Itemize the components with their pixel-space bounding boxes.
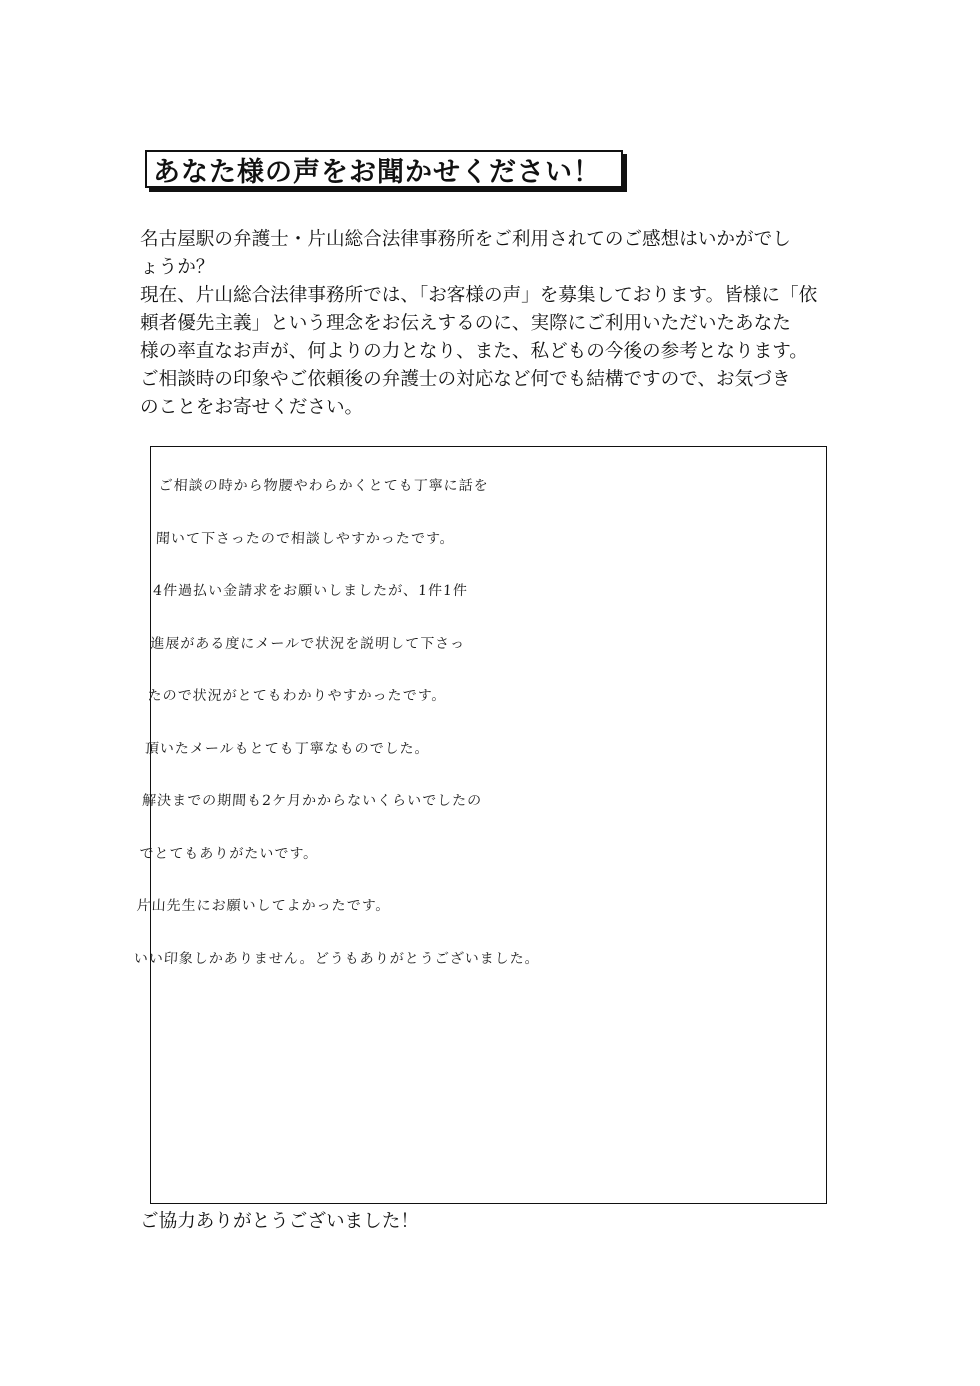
intro-line: のことをお寄せください。	[140, 397, 364, 418]
intro-line: 現在、片山総合法律事務所では、「お客様の声」を募集しております。皆様に「依	[140, 285, 818, 306]
handwritten-line: 頂いたメールもとても丁寧なものでした。	[144, 740, 431, 757]
handwritten-line: たので状況がとてもわかりやすかったです。	[147, 688, 447, 704]
intro-line: 様の率直なお声が、何よりの力となり、また、私どもの今後の参考となります。	[140, 341, 808, 362]
handwritten-line: 聞いて下さったので相談しやすかったです。	[155, 530, 456, 547]
thank-you-note: ご協力ありがとうございました！	[140, 1211, 419, 1232]
intro-line: ご相談時の印象やご依頼後の弁護士の対応など何でも結構ですので、お気づき	[140, 369, 791, 390]
handwritten-line: ご相談の時から物腰やわらかくとても丁寧に話を	[158, 478, 490, 494]
handwritten-line: 解決までの期間も2ケ月かからないくらいでしたの	[141, 793, 483, 809]
handwritten-line: いい印象しかありません。どうもありがとうございました。	[133, 950, 541, 967]
intro-line: 名古屋駅の弁護士・片山総合法律事務所をご利用されてのご感想はいかがでし	[140, 229, 791, 250]
intro-line: ょうか？	[140, 257, 215, 278]
page-title: あなた様の声をお聞かせください！	[153, 156, 601, 188]
handwritten-comment	[132, 460, 825, 985]
handwritten-line: でとてもありがたいです。	[138, 845, 319, 862]
intro-line: 頼者優先主義」という理念をお伝えするのに、実際にご利用いただいたあなた	[140, 313, 791, 334]
heading-box	[145, 150, 623, 188]
handwritten-line: 4件過払い金請求をお願いしましたが、1件1件	[152, 583, 469, 599]
handwritten-line: 片山先生にお願いしてよかったです。	[136, 898, 391, 914]
handwritten-line: 進展がある度にメールで状況を説明して下さっ	[149, 635, 466, 652]
intro-text	[140, 226, 845, 422]
